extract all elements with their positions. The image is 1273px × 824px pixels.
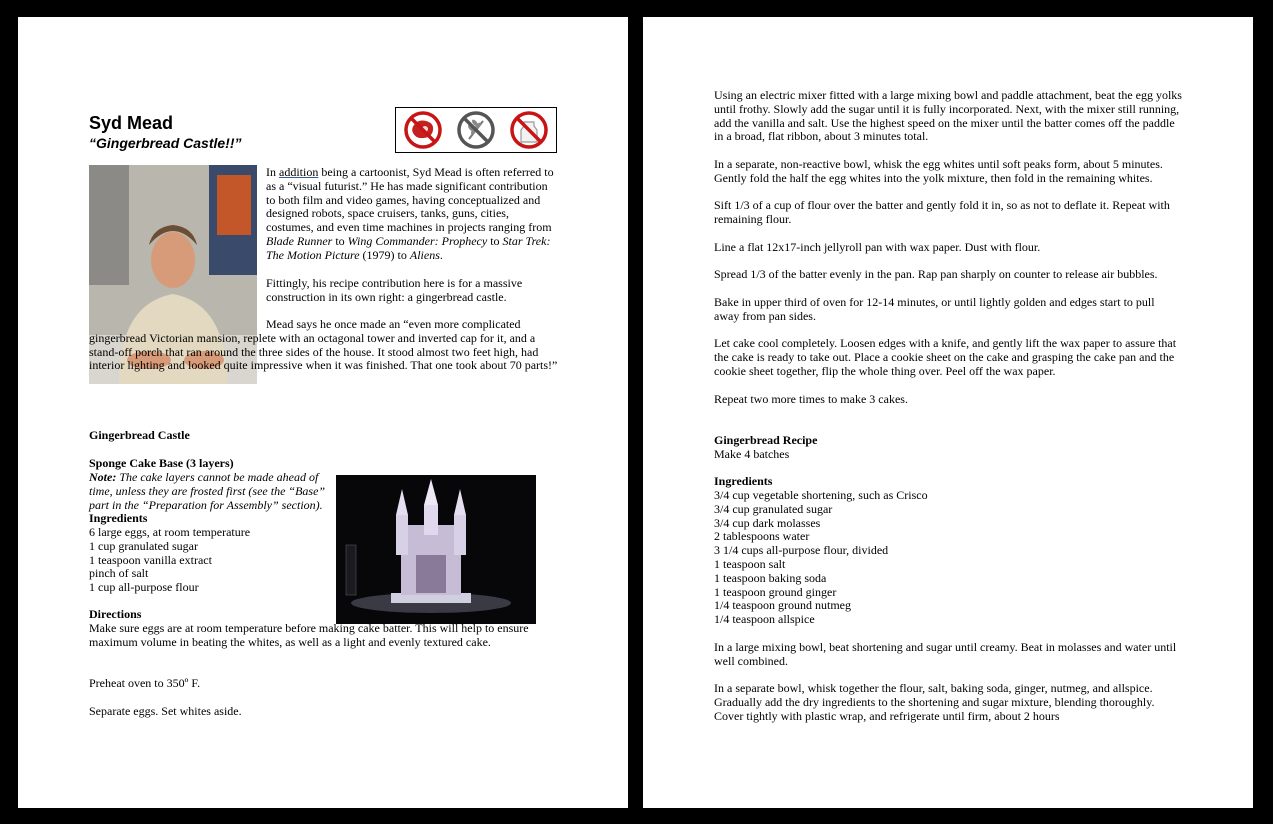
sponge-heading: Sponge Cake Base (3 layers) (89, 456, 234, 470)
list-item: 1 teaspoon vanilla extract (89, 552, 212, 567)
list-item: 6 large eggs, at room temperature (89, 525, 251, 539)
gingerbread-direction-2: In a separate bowl, whisk together the flour, salt, baking soda, ginger, nutmeg, and allspice. Gradually add the dry ingredients to the shortening and sugar mixture, blending thoroughly. Cover tightly with plastic wrap, and refrigerate until firm, about 2 hours (714, 681, 1155, 723)
intro-text: to (487, 233, 503, 248)
list-item: pinch of salt (89, 566, 149, 581)
intro-text: In (266, 165, 279, 179)
document-page-2 (643, 17, 1253, 808)
no-wheat-icon (455, 109, 497, 151)
list-item: 3/4 cup dark molasses (714, 515, 821, 530)
direction-text: Make sure eggs are at room temperature before making cake batter. This will help to ensure maximum volume in beating the whites, as well as a light and evenly textured cake. (89, 621, 529, 649)
list-item: 1 cup granulated sugar (89, 538, 198, 553)
list-item: 1 teaspoon baking soda (714, 570, 827, 585)
addition-link[interactable]: addition (279, 165, 319, 179)
intro-paragraph-1 (266, 166, 558, 263)
list-item: 3/4 cup vegetable shortening, such as Crisco (714, 488, 928, 502)
sponge-direction-3: Separate eggs. Set whites aside. (89, 704, 242, 718)
note-label: Note: (89, 470, 117, 484)
list-item: 2 tablespoons water (714, 529, 810, 544)
note-text: The cake layers cannot be made ahead of time, unless they are frosted first (see the “Base” part in the “Preparation for Assembly” section). (89, 470, 326, 512)
gingerbread-ingredients-list (714, 489, 1182, 627)
gingerbread-direction-1: In a large mixing bowl, beat shortening and sugar until creamy. Beat in molasses and water until well combined. (714, 640, 1177, 668)
step-8: Repeat two more times to make 3 cakes. (714, 392, 908, 406)
gingerbread-heading: Gingerbread Recipe (714, 433, 818, 447)
no-meat-icon (402, 109, 444, 151)
title-wing-commander: Wing Commander: Prophecy (347, 233, 488, 248)
sponge-ingredients-heading: Ingredients (89, 511, 148, 525)
gingerbread-ingredients-heading: Ingredients (714, 474, 773, 488)
gingerbread-castle-photo (336, 475, 536, 624)
step-5: Spread 1/3 of the batter evenly in the pan. Rap pan sharply on counter to release air bubbles. (714, 267, 1158, 281)
title-blade-runner: Blade Runner (266, 233, 333, 248)
section-heading-castle: Gingerbread Castle (89, 428, 190, 442)
sponge-ingredients-list (89, 526, 329, 595)
list-item: 1 teaspoon ground ginger (714, 584, 837, 599)
sponge-direction-2: Preheat oven to 350º F. (89, 676, 201, 690)
document-page-1 (18, 17, 628, 808)
intro-text: . (439, 247, 443, 262)
step-6: Bake in upper third of oven for 12-14 minutes, or until lightly golden and edges start to pull away from pan sides. (714, 295, 1155, 323)
list-item: 3/4 cup granulated sugar (714, 501, 833, 516)
no-dairy-icon (508, 109, 550, 151)
dietary-icons-box (395, 107, 557, 153)
title-aliens: Aliens (409, 247, 440, 262)
intro-text: to (332, 233, 348, 248)
intro-paragraph-3: Mead says he once made an “even more complicated gingerbread Victorian mansion, replete with an octagonal tower and inverted cap for it, and a stand-off porch that ran around the three sides of the house. It stood almost two feet high, had interior lighting and looked quite impressive when it was finished. That one took about 70 parts!” (89, 317, 558, 373)
page-subtitle: “Gingerbread Castle!!” (89, 135, 242, 151)
title-star-trek: Star Trek: The Motion Picture (266, 233, 551, 262)
step-7: Let cake cool completely. Loosen edges with a knife, and gently lift the wax paper to assure that the cake is ready to take out. Place a cookie sheet on the cake and grasping the cake pan and the cookie sheet together, flip the whole thing over. Peel off the wax paper. (714, 336, 1177, 378)
step-3: Sift 1/3 of a cup of flour over the batter and gently fold it in, so as not to deflate it. Repeat with remaining flour. (714, 198, 1170, 226)
intro-paragraph-2: Fittingly, his recipe contribution here is for a massive construction in its own right: a gingerbread castle. (266, 276, 523, 304)
sponge-direction-1 (89, 622, 559, 650)
sponge-note (89, 471, 329, 512)
step-1: Using an electric mixer fitted with a large mixing bowl and paddle attachment, beat the egg yolks until frothy. Slowly add the sugar until it is fully incorporated. Next, with the mixer still running, add the vanilla and salt. Use the highest speed on the mixer until the batter comes off the paddle in a broad, flat ribbon, about 3 minutes total. (714, 88, 1182, 144)
intro-text: being a cartoonist, Syd Mead is often referred to as a “visual futurist.” He has made significant contribution to both film and video games, having conceptualized and designed robots, space cruisers, tanks, guns, cities, costumes, and even time machines in projects ranging from (266, 165, 554, 235)
step-4: Line a flat 12x17-inch jellyroll pan with wax paper. Dust with flour. (714, 240, 1041, 254)
list-item: 3 1/4 cups all-purpose flour, divided (714, 543, 889, 558)
sponge-directions-heading: Directions (89, 607, 142, 621)
list-item: 1 cup all-purpose flour (89, 580, 199, 595)
list-item: 1 teaspoon salt (714, 556, 786, 571)
list-item: 1/4 teaspoon ground nutmeg (714, 598, 851, 613)
page-title: Syd Mead (89, 113, 174, 133)
list-item: 1/4 teaspoon allspice (714, 612, 815, 627)
gingerbread-batches: Make 4 batches (714, 447, 790, 461)
intro-text: (1979) to (359, 247, 410, 262)
step-2: In a separate, non-reactive bowl, whisk the egg whites until soft peaks form, about 5 minutes. Gently fold the half the egg whites into the yolk mixture, then fold in the remaining whites. (714, 157, 1163, 185)
